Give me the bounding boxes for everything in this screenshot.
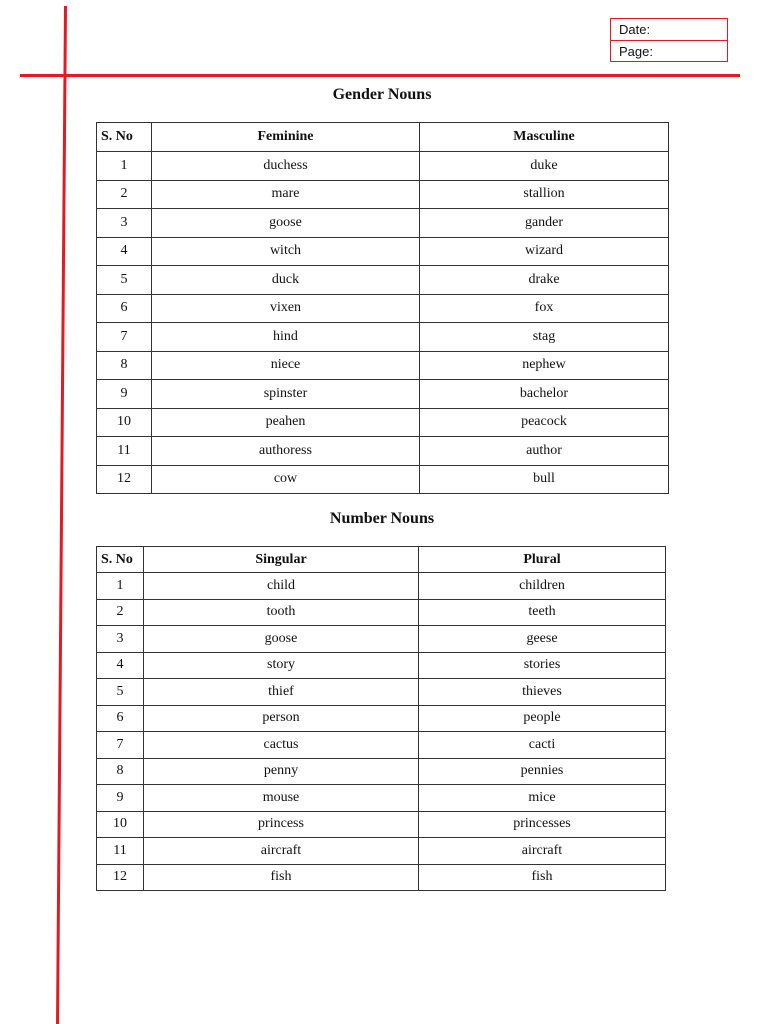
cell-feminine: duchess: [152, 152, 420, 181]
cell-sno: 10: [97, 408, 152, 437]
cell-plural: princesses: [419, 811, 666, 838]
cell-singular: penny: [144, 758, 419, 785]
cell-feminine: cow: [152, 465, 420, 494]
cell-singular: aircraft: [144, 838, 419, 865]
table-row: [97, 380, 669, 409]
cell-feminine: mare: [152, 180, 420, 209]
cell-masculine: gander: [420, 209, 669, 238]
cell-plural: pennies: [419, 758, 666, 785]
table-row: [97, 811, 666, 838]
cell-singular: mouse: [144, 785, 419, 812]
gender-nouns-table: [96, 122, 669, 494]
column-header-feminine: Feminine: [152, 123, 420, 152]
cell-feminine: authoress: [152, 437, 420, 466]
table-row: [97, 705, 666, 732]
cell-sno: 11: [97, 437, 152, 466]
cell-masculine: stag: [420, 323, 669, 352]
cell-sno: 7: [97, 732, 144, 759]
cell-sno: 4: [97, 652, 144, 679]
cell-singular: person: [144, 705, 419, 732]
cell-masculine: wizard: [420, 237, 669, 266]
cell-sno: 4: [97, 237, 152, 266]
cell-sno: 3: [97, 209, 152, 238]
cell-sno: 12: [97, 465, 152, 494]
cell-plural: people: [419, 705, 666, 732]
cell-singular: princess: [144, 811, 419, 838]
table-row: [97, 152, 669, 181]
table-header-row: [97, 123, 669, 152]
page-margin-line-horizontal: [20, 74, 740, 77]
cell-masculine: peacock: [420, 408, 669, 437]
cell-feminine: duck: [152, 266, 420, 295]
table-row: [97, 652, 666, 679]
cell-feminine: spinster: [152, 380, 420, 409]
cell-masculine: nephew: [420, 351, 669, 380]
cell-masculine: bachelor: [420, 380, 669, 409]
cell-singular: child: [144, 573, 419, 600]
table-row: [97, 351, 669, 380]
gender-nouns-title: Gender Nouns: [332, 86, 432, 103]
cell-sno: 6: [97, 294, 152, 323]
table-row: [97, 626, 666, 653]
cell-sno: 3: [97, 626, 144, 653]
table-row: [97, 437, 669, 466]
cell-singular: fish: [144, 864, 419, 891]
cell-sno: 9: [97, 785, 144, 812]
cell-sno: 9: [97, 380, 152, 409]
cell-masculine: author: [420, 437, 669, 466]
page-margin-line-vertical: [56, 6, 67, 1024]
cell-sno: 2: [97, 180, 152, 209]
table-row: [97, 237, 669, 266]
cell-sno: 1: [97, 573, 144, 600]
column-header-sno: S. No: [97, 123, 152, 152]
table-row: [97, 266, 669, 295]
cell-plural: thieves: [419, 679, 666, 706]
cell-singular: story: [144, 652, 419, 679]
table-row: [97, 679, 666, 706]
cell-plural: aircraft: [419, 838, 666, 865]
table-row: [97, 785, 666, 812]
date-label: Date:: [619, 22, 651, 37]
cell-singular: tooth: [144, 599, 419, 626]
cell-plural: mice: [419, 785, 666, 812]
table-row: [97, 408, 669, 437]
number-nouns-title: Number Nouns: [329, 510, 435, 527]
cell-plural: teeth: [419, 599, 666, 626]
cell-feminine: goose: [152, 209, 420, 238]
cell-sno: 2: [97, 599, 144, 626]
cell-singular: cactus: [144, 732, 419, 759]
cell-plural: stories: [419, 652, 666, 679]
cell-sno: 5: [97, 679, 144, 706]
cell-singular: goose: [144, 626, 419, 653]
column-header-masculine: Masculine: [420, 123, 669, 152]
cell-masculine: duke: [420, 152, 669, 181]
cell-feminine: hind: [152, 323, 420, 352]
table-row: [97, 732, 666, 759]
page-label: Page:: [611, 40, 727, 61]
table-row: [97, 758, 666, 785]
table-row: [97, 465, 669, 494]
cell-sno: 11: [97, 838, 144, 865]
cell-sno: 10: [97, 811, 144, 838]
column-header-sno: S. No: [97, 547, 144, 573]
cell-sno: 7: [97, 323, 152, 352]
cell-sno: 12: [97, 864, 144, 891]
cell-sno: 5: [97, 266, 152, 295]
cell-plural: fish: [419, 864, 666, 891]
cell-sno: 8: [97, 351, 152, 380]
cell-masculine: bull: [420, 465, 669, 494]
cell-feminine: vixen: [152, 294, 420, 323]
table-row: [97, 294, 669, 323]
table-row: [97, 180, 669, 209]
number-table-body: [97, 573, 666, 891]
cell-plural: cacti: [419, 732, 666, 759]
cell-feminine: niece: [152, 351, 420, 380]
table-row: [97, 864, 666, 891]
cell-sno: 1: [97, 152, 152, 181]
table-row: [97, 209, 669, 238]
gender-table-body: [97, 152, 669, 494]
table-row: [97, 573, 666, 600]
cell-singular: thief: [144, 679, 419, 706]
cell-masculine: fox: [420, 294, 669, 323]
number-nouns-table: [96, 546, 666, 891]
table-row: [97, 838, 666, 865]
table-row: [97, 323, 669, 352]
cell-feminine: witch: [152, 237, 420, 266]
cell-sno: 8: [97, 758, 144, 785]
table-row: [97, 599, 666, 626]
cell-plural: geese: [419, 626, 666, 653]
cell-masculine: drake: [420, 266, 669, 295]
cell-feminine: peahen: [152, 408, 420, 437]
date-page-box: [610, 18, 728, 62]
cell-sno: 6: [97, 705, 144, 732]
column-header-singular: Singular: [144, 547, 419, 573]
cell-masculine: stallion: [420, 180, 669, 209]
column-header-plural: Plural: [419, 547, 666, 573]
cell-plural: children: [419, 573, 666, 600]
table-header-row: [97, 547, 666, 573]
